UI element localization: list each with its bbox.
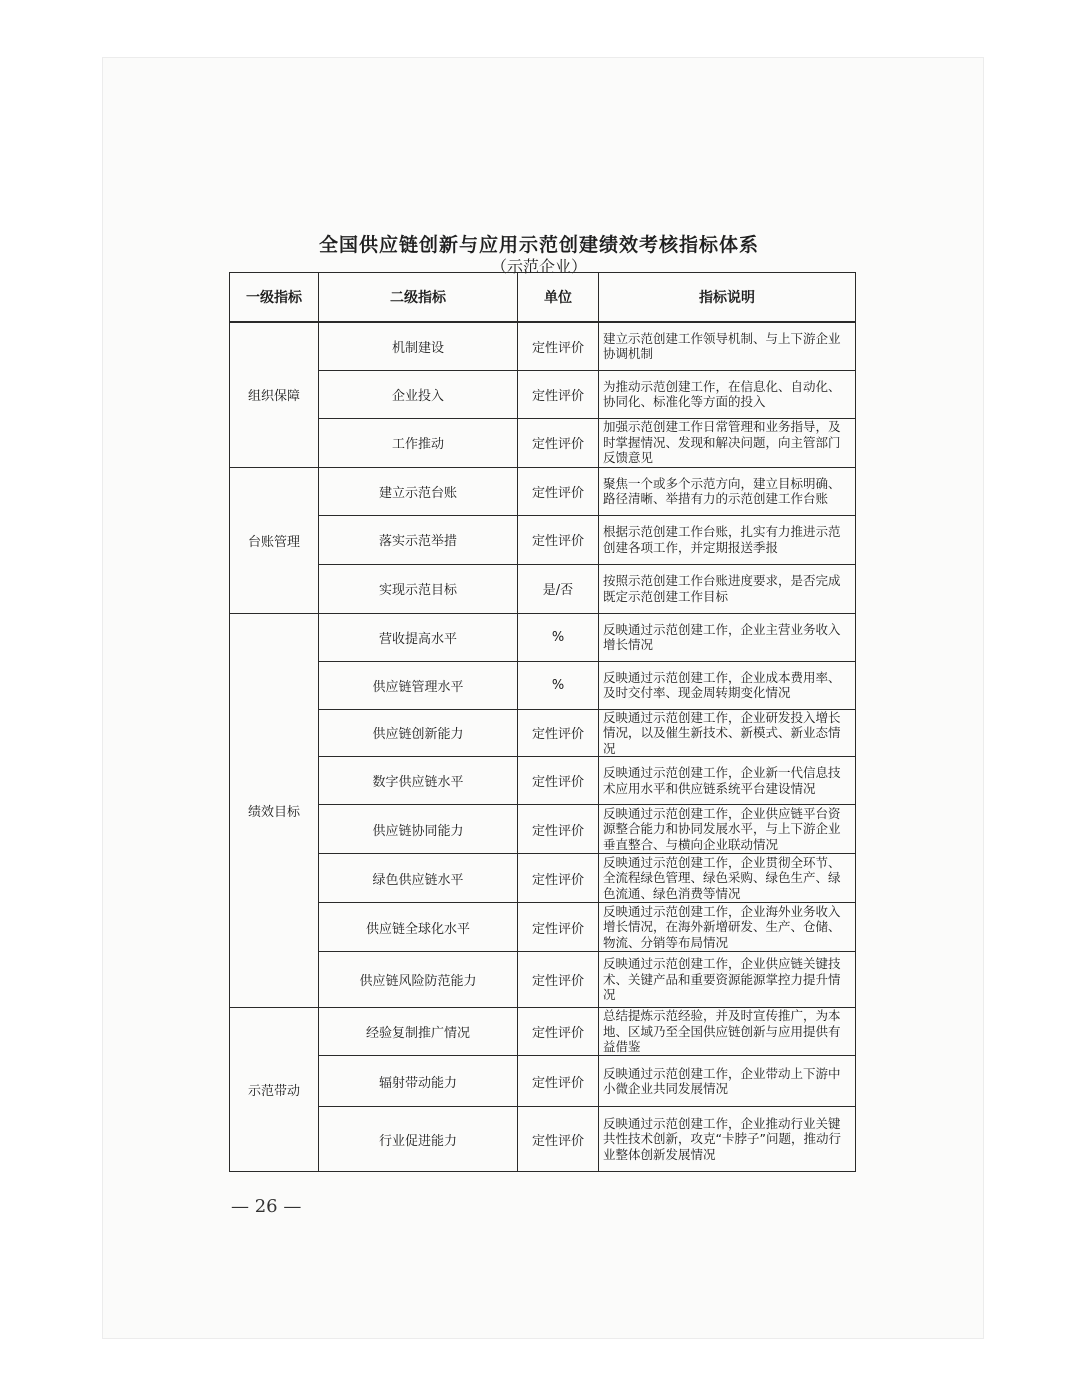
description-cell: 反映通过示范创建工作，企业成本费用率、及时交付率、现金周转期变化情况 — [599, 661, 856, 709]
unit-cell: 是/否 — [518, 564, 599, 613]
table-row — [230, 805, 856, 854]
table-row — [230, 613, 856, 661]
table-row — [230, 467, 856, 515]
table-row — [230, 418, 856, 467]
level2-cell: 落实示范举措 — [319, 515, 518, 564]
level2-cell: 工作推动 — [319, 418, 518, 467]
level1-cell: 示范带动 — [230, 1008, 319, 1172]
level1-cell: 组织保障 — [230, 322, 319, 467]
level2-cell: 经验复制推广情况 — [319, 1008, 518, 1056]
unit-cell: 定性评价 — [518, 1107, 599, 1172]
table-row — [230, 515, 856, 564]
level2-cell: 营收提高水平 — [319, 613, 518, 661]
description-cell: 反映通过示范创建工作，企业新一代信息技术应用水平和供应链系统平台建设情况 — [599, 757, 856, 805]
level2-cell: 实现示范目标 — [319, 564, 518, 613]
unit-cell: % — [518, 613, 599, 661]
unit-cell: % — [518, 661, 599, 709]
header-unit: 单位 — [518, 273, 599, 323]
unit-cell: 定性评价 — [518, 903, 599, 952]
unit-cell: 定性评价 — [518, 952, 599, 1008]
description-cell: 反映通过示范创建工作，企业贯彻全环节、全流程绿色管理、绿色采购、绿色生产、绿色流通、绿色消费等情况 — [599, 854, 856, 903]
unit-cell: 定性评价 — [518, 515, 599, 564]
description-cell: 反映通过示范创建工作，企业主营业务收入增长情况 — [599, 613, 856, 661]
table-row — [230, 952, 856, 1008]
unit-cell: 定性评价 — [518, 467, 599, 515]
unit-cell: 定性评价 — [518, 757, 599, 805]
description-cell: 反映通过示范创建工作，企业推动行业关键共性技术创新，攻克“卡脖子”问题，推动行业整体创新发展情况 — [599, 1107, 856, 1172]
table-row — [230, 854, 856, 903]
unit-cell: 定性评价 — [518, 418, 599, 467]
description-cell: 按照示范创建工作台账进度要求，是否完成既定示范创建工作目标 — [599, 564, 856, 613]
description-cell: 反映通过示范创建工作，企业研发投入增长情况，以及催生新技术、新模式、新业态情况 — [599, 709, 856, 757]
table-header-row — [230, 273, 856, 323]
description-cell: 反映通过示范创建工作，企业海外业务收入增长情况，在海外新增研发、生产、仓储、物流、分销等布局情况 — [599, 903, 856, 952]
description-cell: 建立示范创建工作领导机制、与上下游企业协调机制 — [599, 322, 856, 370]
level1-cell: 台账管理 — [230, 467, 319, 613]
table-row — [230, 661, 856, 709]
unit-cell: 定性评价 — [518, 370, 599, 418]
description-cell: 总结提炼示范经验，并及时宣传推广，为本地、区域乃至全国供应链创新与应用提供有益借鉴 — [599, 1008, 856, 1056]
description-cell: 为推动示范创建工作，在信息化、自动化、协同化、标准化等方面的投入 — [599, 370, 856, 418]
level2-cell: 绿色供应链水平 — [319, 854, 518, 903]
level2-cell: 供应链全球化水平 — [319, 903, 518, 952]
description-cell: 反映通过示范创建工作，企业供应链平台资源整合能力和协同发展水平，与上下游企业垂直整合、与横向企业联动情况 — [599, 805, 856, 854]
level2-cell: 辐射带动能力 — [319, 1056, 518, 1107]
level2-cell: 企业投入 — [319, 370, 518, 418]
unit-cell: 定性评价 — [518, 805, 599, 854]
table-row — [230, 1056, 856, 1107]
level2-cell: 数字供应链水平 — [319, 757, 518, 805]
header-level1: 一级指标 — [230, 273, 319, 323]
unit-cell: 定性评价 — [518, 1056, 599, 1107]
page-number: — 26 — — [231, 1196, 302, 1217]
description-cell: 加强示范创建工作日常管理和业务指导，及时掌握情况、发现和解决问题，向主管部门反馈意见 — [599, 418, 856, 467]
unit-cell: 定性评价 — [518, 854, 599, 903]
unit-cell: 定性评价 — [518, 1008, 599, 1056]
table-row — [230, 1008, 856, 1056]
unit-cell: 定性评价 — [518, 322, 599, 370]
table-row — [230, 903, 856, 952]
level1-cell: 绩效目标 — [230, 613, 319, 1008]
table-row — [230, 370, 856, 418]
header-description: 指标说明 — [599, 273, 856, 323]
description-cell: 聚焦一个或多个示范方向，建立目标明确、路径清晰、举措有力的示范创建工作台账 — [599, 467, 856, 515]
table-row — [230, 1107, 856, 1172]
level2-cell: 建立示范台账 — [319, 467, 518, 515]
document-subtitle: （示范企业） — [490, 257, 587, 276]
level2-cell: 供应链协同能力 — [319, 805, 518, 854]
description-cell: 根据示范创建工作台账，扎实有力推进示范创建各项工作，并定期报送季报 — [599, 515, 856, 564]
document-title: 全国供应链创新与应用示范创建绩效考核指标体系 — [318, 234, 759, 256]
level2-cell: 机制建设 — [319, 322, 518, 370]
level2-cell: 行业促进能力 — [319, 1107, 518, 1172]
header-level2: 二级指标 — [319, 273, 518, 323]
description-cell: 反映通过示范创建工作，企业带动上下游中小微企业共同发展情况 — [599, 1056, 856, 1107]
table-row — [230, 709, 856, 757]
table-row — [230, 757, 856, 805]
description-cell: 反映通过示范创建工作，企业供应链关键技术、关键产品和重要资源能源掌控力提升情况 — [599, 952, 856, 1008]
level2-cell: 供应链风险防范能力 — [319, 952, 518, 1008]
table-row — [230, 564, 856, 613]
unit-cell: 定性评价 — [518, 709, 599, 757]
table-row — [230, 322, 856, 370]
level2-cell: 供应链创新能力 — [319, 709, 518, 757]
indicator-table — [229, 272, 856, 1172]
level2-cell: 供应链管理水平 — [319, 661, 518, 709]
